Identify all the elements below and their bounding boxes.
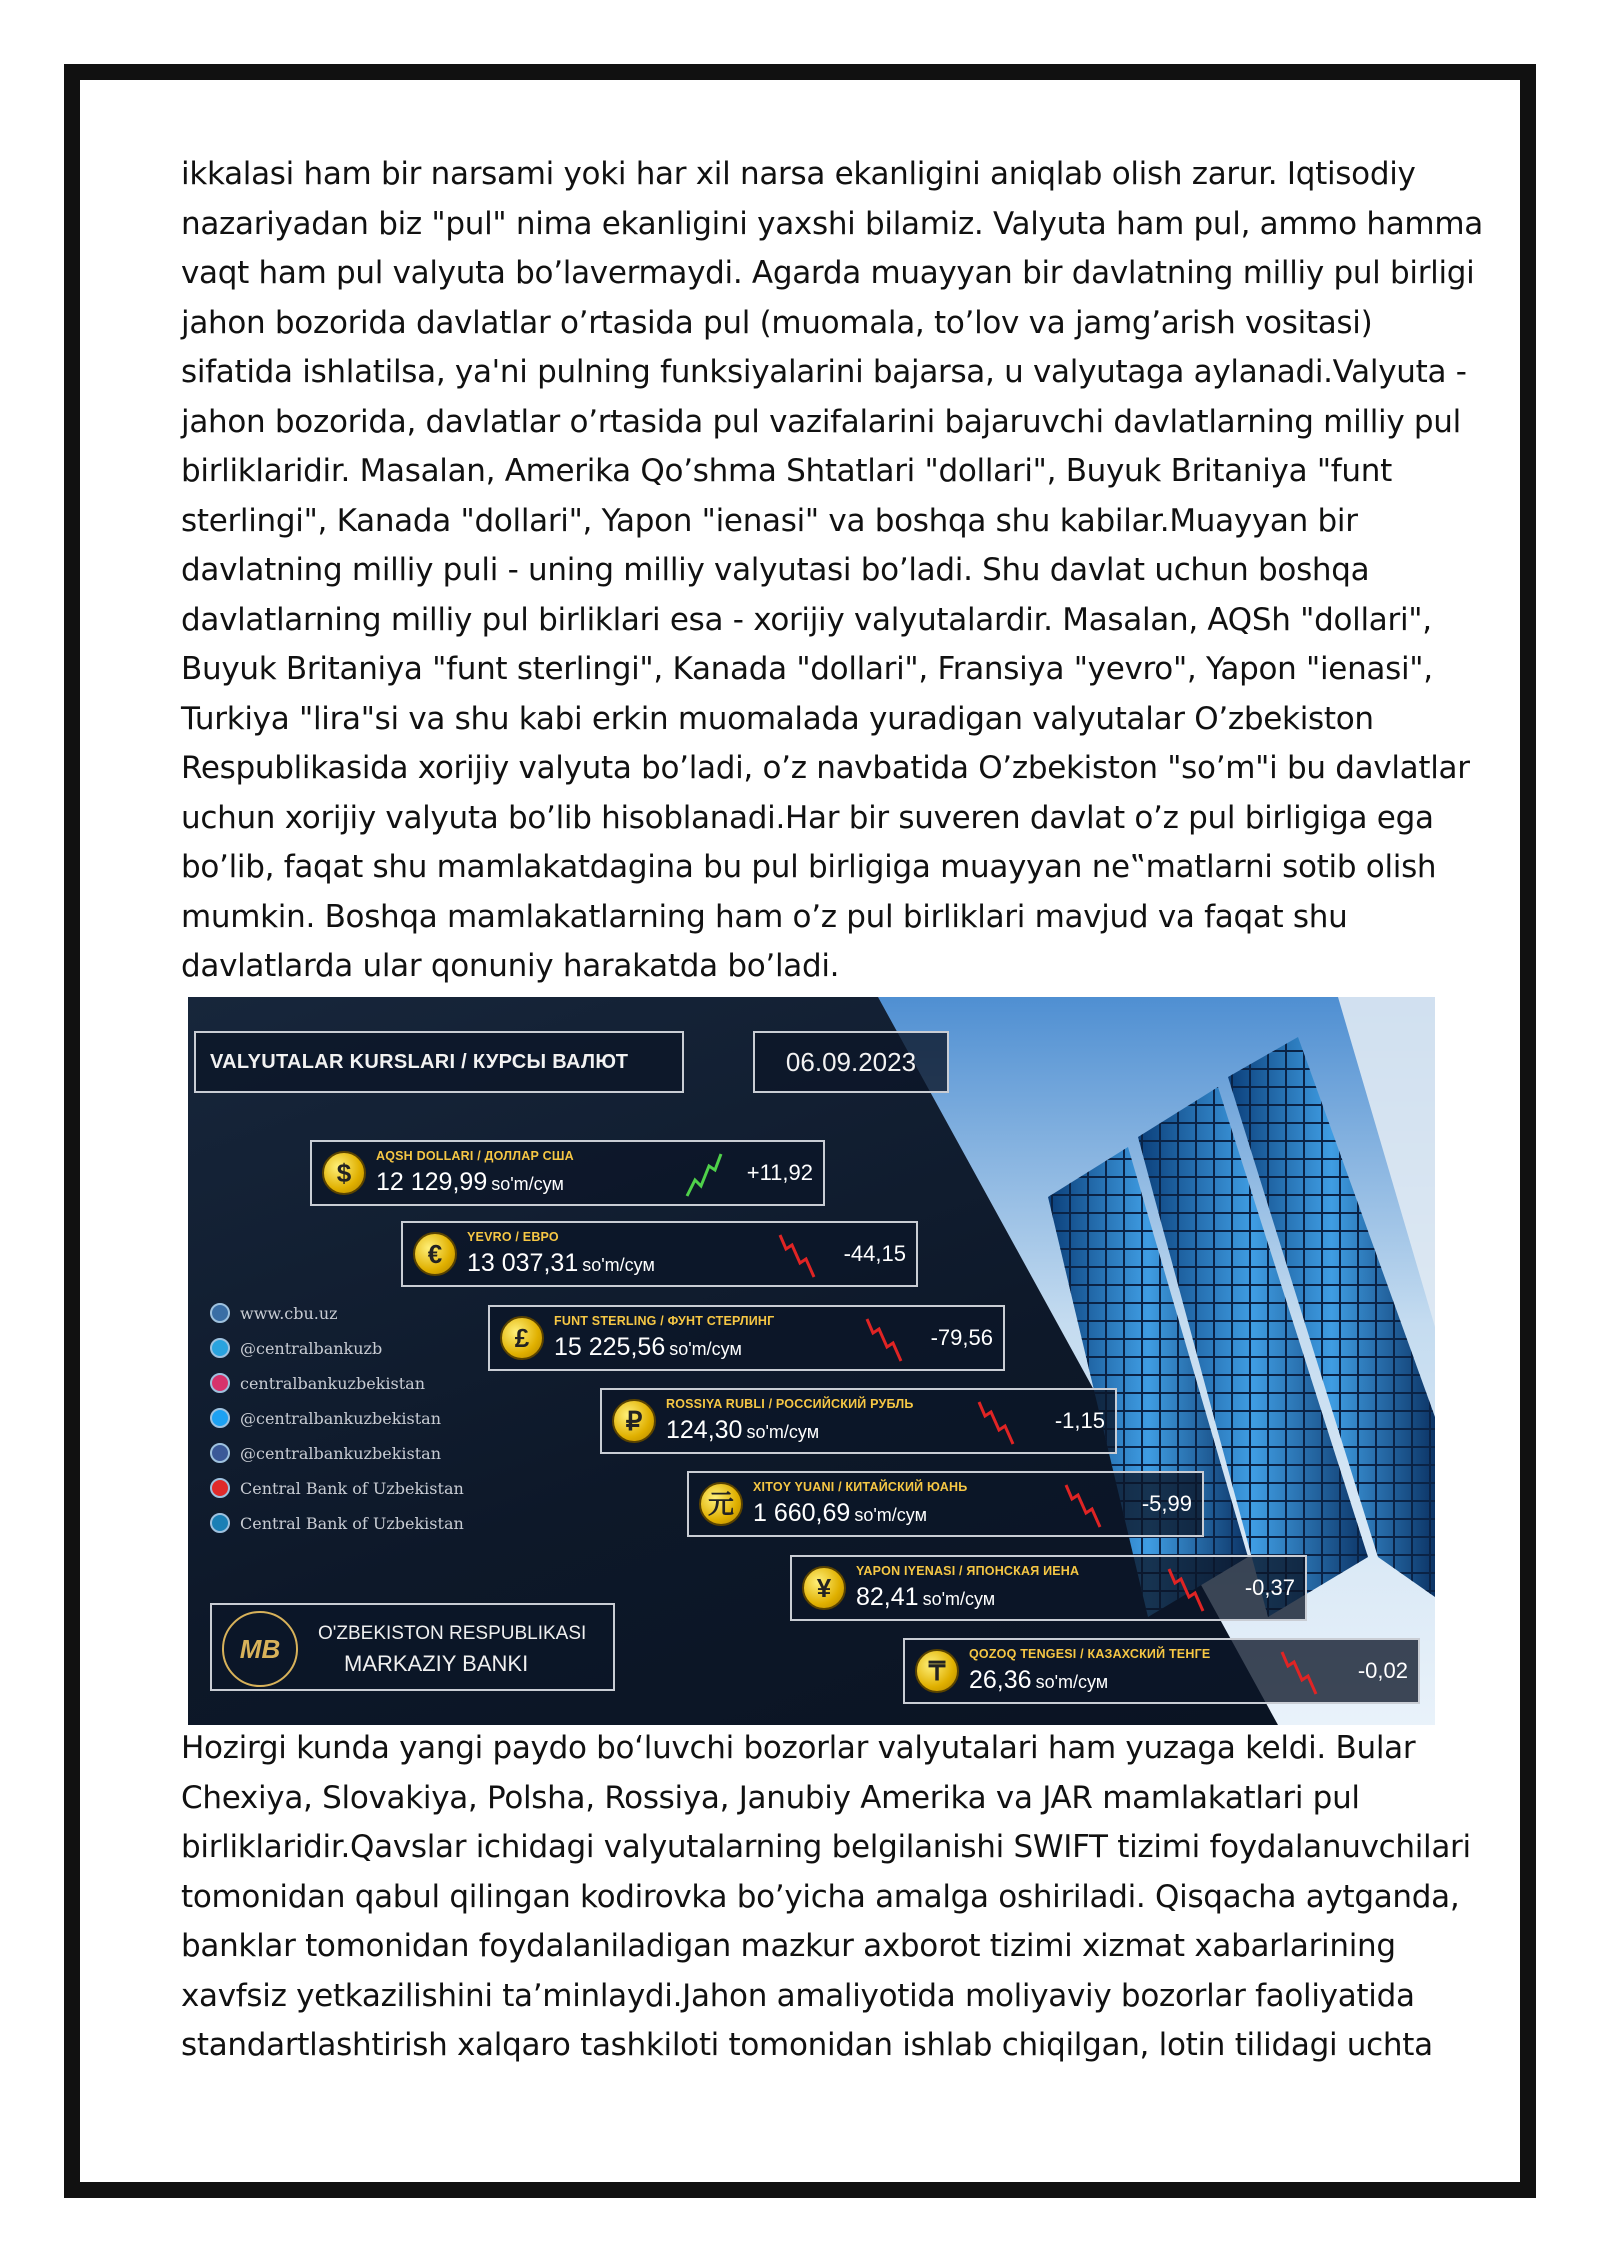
rate-change: +11,92 (746, 1160, 813, 1185)
currency-coin-icon: ¥ (802, 1566, 846, 1610)
social-link (210, 1513, 464, 1548)
text-line: tomonidan qabul qilingan kodirovka bo’yicha amalga oshiriladi. Qisqacha aytganda, (181, 1878, 1460, 1915)
social-link (210, 1443, 464, 1478)
text-line: sterlingi", Kanada "dollari", Yapon "ienasi" va boshqa shu kabilar.Muayyan bir (181, 502, 1358, 539)
rate-change: -44,15 (843, 1241, 906, 1266)
rate-change: -1,15 (1054, 1408, 1105, 1433)
facebook-icon (210, 1443, 230, 1463)
youtube-icon (210, 1478, 230, 1498)
rate-card (687, 1471, 1204, 1537)
text-line: davlatlarda ular qonuniy harakatda bo’ladi. (181, 948, 840, 984)
text-line: davlatning milliy puli - uning milliy valyutasi bo’ladi. Shu davlat uchun boshqa (181, 552, 1370, 588)
twitter-icon (210, 1408, 230, 1428)
rate-name: AQSH DOLLARI / ДОЛЛАР США (376, 1149, 574, 1163)
rate-name: ROSSIYA RUBLI / РОССИЙСКИЙ РУБЛЬ (666, 1397, 914, 1411)
rate-change: -0,37 (1244, 1575, 1295, 1600)
text-line: banklar tomonidan foydalaniladigan mazkur axborot tizimi xizmat xabarlarining (181, 1928, 1396, 1964)
rate-value: 15 225,56 so'm/сум (554, 1333, 742, 1361)
rate-value: 124,30 so'm/сум (666, 1416, 820, 1444)
linkedin-icon (210, 1513, 230, 1533)
social-link (210, 1303, 464, 1338)
text-line: jahon bozorida davlatlar o’rtasida pul (muomala, to’lov va jamg’arish vositasi) (181, 304, 1373, 341)
rate-card (600, 1388, 1117, 1454)
rate-unit: so'm/сум (582, 1255, 655, 1275)
rate-value: 26,36 so'm/сум (969, 1666, 1109, 1694)
rate-unit: so'm/сум (491, 1174, 564, 1194)
web-icon (210, 1303, 230, 1323)
social-link (210, 1338, 464, 1373)
rate-change: -5,99 (1141, 1491, 1192, 1516)
trend-down-icon (1278, 1648, 1318, 1698)
text-line: Turkiya "lira"si va shu kabi erkin muomalada yuradigan valyutalar O’zbekiston (181, 700, 1374, 737)
bank-name-line1: O'ZBEKISTON RESPUBLIKASI (318, 1623, 587, 1644)
bank-logo: MB (222, 1611, 298, 1687)
social-link-text: centralbankuzbekistan (240, 1374, 425, 1393)
rate-unit: so'm/сум (1035, 1672, 1109, 1692)
rate-value: 1 660,69 so'm/сум (753, 1499, 927, 1527)
text-line: ikkalasi ham bir narsami yoki har xil narsa ekanligini aniqlab olish zarur. Iqtisodiy (181, 156, 1416, 192)
text-line: jahon bozorida, davlatlar o’rtasida pul vazifalarini bajaruvchi davlatlarning milliy pul (181, 403, 1461, 440)
rate-name: QOZOQ TENGESI / КАЗАХСКИЙ ТЕНГЕ (969, 1647, 1211, 1661)
rate-card (401, 1221, 918, 1287)
trend-up-icon (683, 1150, 723, 1200)
text-line: birliklaridir.Qavslar ichidagi valyutalarning belgilanishi SWIFT tizimi foydalanuvchilari (181, 1829, 1471, 1865)
social-link-text: @centralbankuzb (240, 1339, 383, 1358)
social-link-text: @centralbankuzbekistan (240, 1444, 441, 1463)
text-line: uchun xorijiy valyuta bo’lib hisoblanadi.Har bir suveren davlat o’z pul birligiga ega (181, 799, 1434, 836)
text-line: davlatlarning milliy pul birliklari esa - xorijiy valyutalardir. Masalan, AQSh "dollari", (181, 601, 1432, 638)
social-links (210, 1303, 464, 1548)
bank-label (210, 1603, 615, 1691)
text-line: Hozirgi kunda yangi paydo boʻluvchi bozorlar valyutalari ham yuzaga keldi. Bular (181, 1730, 1416, 1766)
text-line: Buyuk Britaniya "funt sterlingi", Kanada "dollari", Fransiya "yevro", Yapon "ienasi", (181, 651, 1433, 687)
text-line: standartlashtirish xalqaro tashkiloti tomonidan ishlab chiqilgan, lotin tilidagi uchta (181, 2027, 1433, 2063)
trend-down-icon (1165, 1565, 1205, 1615)
rate-card (790, 1555, 1307, 1621)
rate-name: XITOY YUANI / КИТАЙСКИЙ ЮАНЬ (753, 1480, 968, 1494)
text-line: nazariyadan biz "pul" nima ekanligini yaxshi bilamiz. Valyuta ham pul, ammo hamma (181, 205, 1483, 242)
instagram-icon (210, 1373, 230, 1393)
text-line: birliklaridir. Masalan, Amerika Qo’shma Shtatlari "dollari", Buyuk Britaniya "funt (181, 453, 1392, 489)
rate-name: YAPON IYENASI / ЯПОНСКАЯ ИЕНА (856, 1564, 1080, 1578)
body-paragraph-bottom (181, 1724, 1481, 2071)
currency-coin-icon: € (413, 1232, 457, 1276)
figure-title: VALYUTALAR KURSLARI / КУРСЫ ВАЛЮТ (194, 1031, 684, 1093)
text-line: sifatida ishlatilsa, ya'ni pulning funksiyalarini bajarsa, u valyutaga aylanadi.Valyuta - (181, 354, 1467, 390)
rate-card (903, 1638, 1420, 1704)
rate-value: 82,41 so'm/сум (856, 1583, 996, 1611)
exchange-rates-figure (188, 997, 1435, 1725)
rate-unit: so'm/сум (746, 1422, 820, 1442)
rate-change: -79,56 (930, 1325, 993, 1350)
rate-value: 12 129,99 so'm/сум (376, 1168, 564, 1196)
social-link (210, 1478, 464, 1513)
social-link-text: www.cbu.uz (240, 1304, 338, 1323)
social-link-text: Central Bank of Uzbekistan (240, 1514, 464, 1533)
text-line: Respublikasida xorijiy valyuta bo’ladi, o’z navbatida O’zbekiston "so’m"i bu davlatlar (181, 750, 1470, 786)
social-link-text: Central Bank of Uzbekistan (240, 1479, 464, 1498)
trend-down-icon (975, 1398, 1015, 1448)
trend-down-icon (863, 1315, 903, 1365)
rate-card (310, 1140, 825, 1206)
currency-coin-icon: 元 (699, 1482, 743, 1526)
text-line: Chexiya, Slovakiya, Polsha, Rossiya, Janubiy Amerika va JAR mamlakatlari pul (181, 1779, 1360, 1816)
currency-coin-icon: ₽ (612, 1399, 656, 1443)
text-line: xavfsiz yetkazilishini ta’minlaydi.Jahon amaliyotida moliyaviy bozorlar faoliyatida (181, 1977, 1415, 2014)
trend-down-icon (1062, 1481, 1102, 1531)
rate-card (488, 1305, 1005, 1371)
body-paragraph-top (181, 150, 1481, 992)
text-line: bo’lib, faqat shu mamlakatdagina bu pul birligiga muayyan ne‟matlarni sotib olish (181, 849, 1437, 885)
figure-date: 06.09.2023 (753, 1031, 949, 1093)
text-line: vaqt ham pul valyuta bo’lavermaydi. Agarda muayyan bir davlatning milliy pul birligi (181, 255, 1475, 291)
social-link (210, 1408, 464, 1443)
rate-change: -0,02 (1357, 1658, 1408, 1683)
rate-value: 13 037,31 so'm/сум (467, 1249, 655, 1277)
rate-name: YEVRO / ЕВРО (467, 1230, 559, 1244)
rate-unit: so'm/сум (922, 1589, 996, 1609)
bank-name-line2: MARKAZIY BANKI (344, 1651, 529, 1676)
telegram-icon (210, 1338, 230, 1358)
trend-down-icon (776, 1231, 816, 1281)
currency-coin-icon: $ (322, 1151, 366, 1195)
social-link-text: @centralbankuzbekistan (240, 1409, 441, 1428)
rate-unit: so'm/сум (854, 1505, 927, 1525)
currency-coin-icon: ₸ (915, 1649, 959, 1693)
rate-unit: so'm/сум (669, 1339, 742, 1359)
social-link (210, 1373, 464, 1408)
currency-coin-icon: £ (500, 1316, 544, 1360)
rate-name: FUNT STERLING / ФУНТ СТЕРЛИНГ (554, 1314, 775, 1328)
text-line: mumkin. Boshqa mamlakatlarning ham o’z pul birliklari mavjud va faqat shu (181, 898, 1348, 935)
